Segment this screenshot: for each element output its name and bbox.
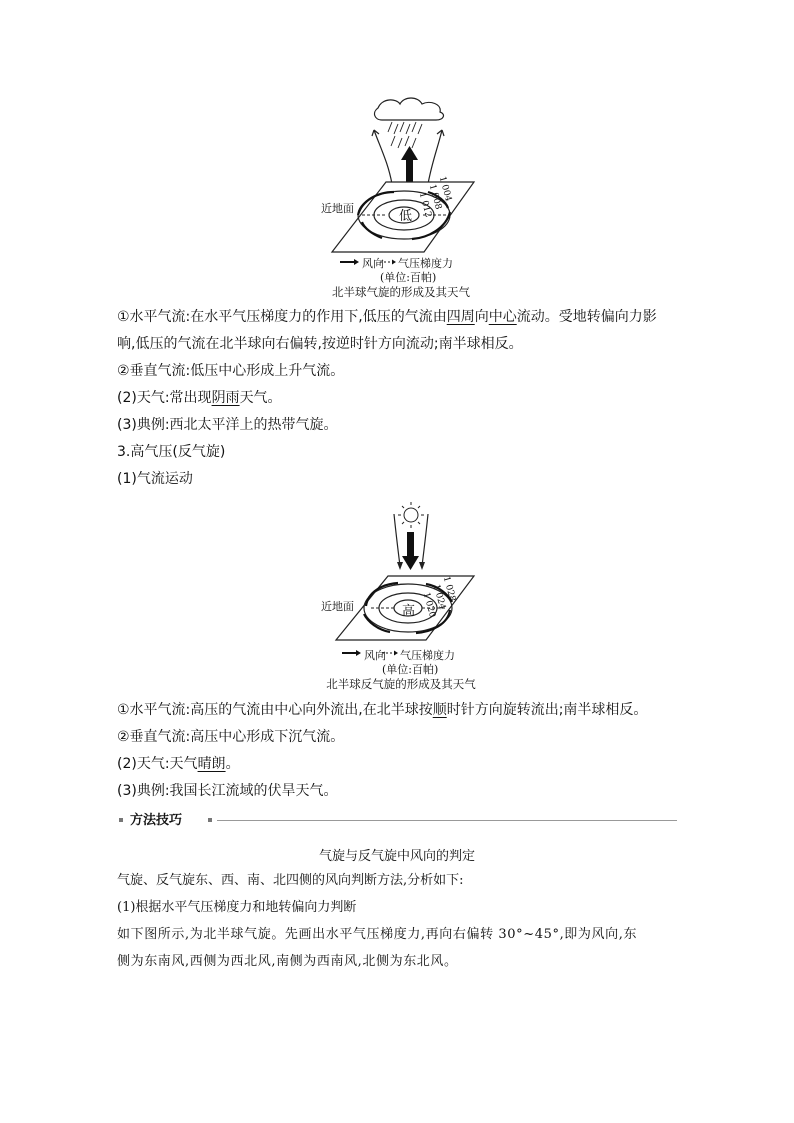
- anticyclone-isobar-label: 1 028: [440, 575, 458, 603]
- anticyclone-isobar-label: 1 020: [420, 591, 438, 619]
- cyclone-weather: [117, 388, 282, 408]
- method-section-title: 方法技巧: [130, 813, 183, 828]
- anticyclone-legend-gradient: 气压梯度力: [400, 649, 455, 662]
- underlined-answer: 中心: [488, 309, 517, 325]
- underlined-answer: 阴雨: [211, 390, 240, 406]
- text-segment: (2)天气:常出现: [117, 390, 212, 406]
- anticyclone-legend-unit: (单位:百帕): [382, 663, 439, 676]
- anticyclone-legend-wind: 风向: [364, 649, 386, 662]
- anticyclone-weather: [117, 754, 240, 774]
- sun-icon: [398, 502, 424, 528]
- cyclone-horizontal-flow: [117, 307, 657, 327]
- text-segment: 。: [225, 756, 240, 772]
- underlined-answer: 晴朗: [197, 756, 226, 772]
- text-segment: 流动。受地转偏向力影: [516, 309, 657, 325]
- rain-icon: [388, 122, 422, 148]
- airflow-subheading: (1)气流运动: [117, 471, 193, 487]
- anticyclone-vertical-flow: ②垂直气流:高压中心形成下沉气流。: [117, 729, 345, 745]
- cyclone-example: (3)典例:西北太平洋上的热带气旋。: [117, 417, 338, 433]
- cyclone-isobar-label: 1 008: [426, 183, 444, 211]
- method-description-cont: 侧为东南风,西侧为西北风,南侧为西南风,北侧为东北风。: [117, 954, 458, 969]
- section-marker-icon: [119, 818, 123, 822]
- underlined-answer: 四周: [446, 309, 475, 325]
- cyclone-near-ground-label: 近地面: [321, 202, 354, 215]
- cyclone-legend-gradient: 气压梯度力: [398, 257, 453, 270]
- anticyclone-example: (3)典例:我国长江流域的伏旱天气。: [117, 783, 338, 799]
- anticyclone-near-ground-label: 近地面: [321, 600, 354, 613]
- cyclone-vertical-flow: ②垂直气流:低压中心形成上升气流。: [117, 363, 345, 379]
- method-section-header: [117, 812, 677, 830]
- text-segment: 时针方向旋转流出;南半球相反。: [446, 702, 648, 718]
- method-title: 气旋与反气旋中风向的判定: [318, 849, 475, 864]
- cyclone-horizontal-flow-cont: 响,低压的气流在北半球向右偏转,按逆时针方向流动;南半球相反。: [117, 336, 523, 352]
- anticyclone-center-label: 高: [402, 604, 416, 619]
- text-segment: (2)天气:天气: [117, 756, 198, 772]
- cyclone-legend-wind: 风向: [362, 257, 384, 270]
- cyclone-caption: 北半球气旋的形成及其天气: [332, 285, 470, 299]
- anticyclone-isobar-label: 1 024: [430, 583, 448, 611]
- method-sub-heading: (1)根据水平气压梯度力和地转偏向力判断: [117, 900, 357, 915]
- section-marker-icon: [208, 818, 212, 822]
- anticyclone-caption: 北半球反气旋的形成及其天气: [326, 677, 476, 691]
- text-segment: ①水平气流:高压的气流由中心向外流出,在北半球按: [117, 702, 433, 718]
- text-segment: ①水平气流:在水平气压梯度力的作用下,低压的气流由: [117, 309, 447, 325]
- cyclone-legend-unit: (单位:百帕): [380, 271, 437, 284]
- underlined-answer: 顺: [432, 702, 447, 718]
- anticyclone-horizontal-flow: [117, 700, 647, 720]
- high-pressure-heading: 3.高气压(反气旋): [117, 444, 226, 460]
- section-divider: [217, 820, 677, 821]
- text-segment: 向: [474, 309, 489, 325]
- cyclone-isobar-label: 1 012: [416, 191, 434, 219]
- cyclone-center-label: 低: [399, 209, 413, 224]
- method-description: 如下图所示,为北半球气旋。先画出水平气压梯度力,再向右偏转 30°~45°,即为风向,东: [117, 927, 638, 942]
- cloud-icon: [375, 98, 444, 120]
- text-segment: 天气。: [239, 390, 282, 406]
- cyclone-isobar-label: 1 004: [436, 175, 454, 203]
- method-intro: 气旋、反气旋东、西、南、北四侧的风向判断方法,分析如下:: [117, 873, 464, 888]
